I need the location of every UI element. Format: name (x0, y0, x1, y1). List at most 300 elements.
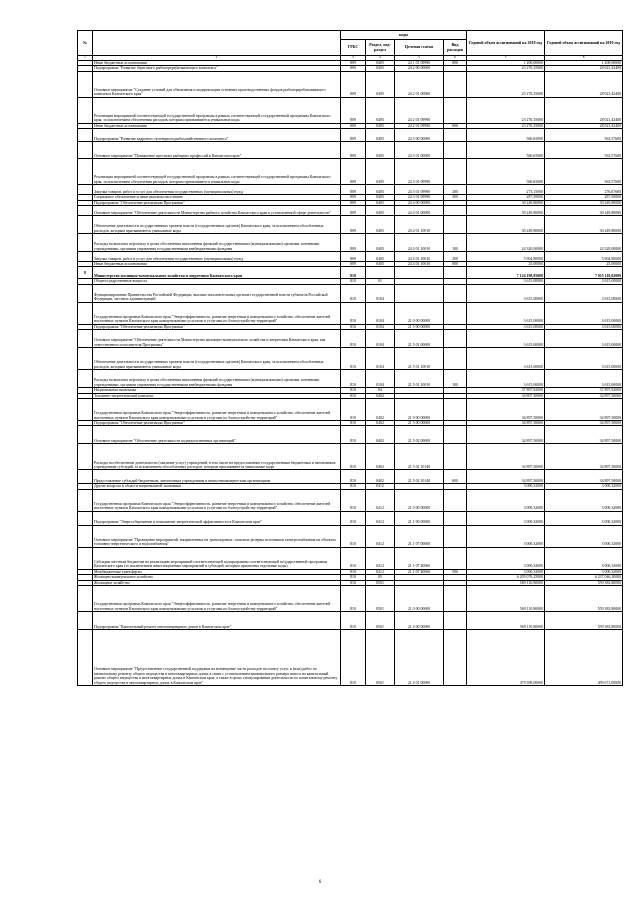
row-name: Общегосударственные вопросы (93, 279, 341, 284)
row-sum-2019: 28 021,42400 (545, 66, 623, 71)
row-razdel: 0104 (366, 284, 395, 302)
row-target-article: 21 0 00 00000 (395, 302, 444, 324)
row-target-article: 21 4 01 00000 (395, 630, 444, 686)
col-number: 5 (395, 56, 444, 61)
row-name: Субсидии местным бюджетам на реализацию мероприятий соответствующей подпрограммы соответствующей государственной программы Камчатского края (за исключением инвестиционных мероприятий и субсидий, которым присвоены отдельные коды) (93, 547, 341, 569)
row-expense-type: 200 (444, 185, 467, 195)
row-expense-type (444, 444, 467, 470)
row-name: Иные бюджетные ассигнования (93, 262, 341, 267)
row-razdel: 0405 (366, 97, 395, 123)
row-expense-type: 200 (444, 252, 467, 262)
row-expense-type (444, 525, 467, 547)
table-row (78, 284, 623, 302)
row-sum-2018: 34 897,50000 (467, 421, 545, 426)
row-target-article: 21 5 00 00000 (395, 324, 444, 329)
row-target-article: 21 5 01 10010 (395, 370, 444, 388)
row-target-article: 21 5 02 10140 (395, 444, 444, 470)
row-grbs: 810 (341, 370, 366, 388)
row-sum-2019: 3 000,32000 (545, 525, 623, 547)
row-grbs: 809 (341, 216, 366, 234)
row-sum-2018: 34 897,50000 (467, 444, 545, 470)
row-sum-2019: 3 615,00000 (545, 302, 623, 324)
row-target-article: 24 2 01 00000 (395, 71, 444, 97)
table-row (78, 370, 623, 388)
row-name: Государственная программа Камчатского края "Энергоэффективность, развитие энергетики и коммунального хозяйства, обеспечение жителей населенных пунктов Камчатского края коммунальными услугами и услугами по благоустройству территорий" (93, 489, 341, 511)
row-razdel: 05 (366, 575, 395, 580)
row-sum-2019: 24 320,00000 (545, 234, 623, 252)
row-sum-2018: 3 615,00000 (467, 370, 545, 388)
header-sum-2018: Годовой объем ассигнований на 2018 год (467, 31, 545, 56)
row-sum-2018: 1 200,00000 (467, 61, 545, 66)
table-row (78, 234, 623, 252)
col-number: 1 (78, 56, 93, 61)
row-grbs: 810 (341, 267, 366, 279)
row-grbs: 810 (341, 612, 366, 630)
row-sum-2018: 560,65000 (467, 159, 545, 185)
row-number (78, 284, 93, 302)
row-expense-type: 800 (444, 123, 467, 128)
row-name: Закупка товаров, работ и услуг для обеспечения государственных (муниципальных) нужд (93, 185, 341, 195)
row-razdel: 0405 (366, 142, 395, 159)
row-grbs: 810 (341, 586, 366, 612)
row-grbs: 810 (341, 302, 366, 324)
row-expense-type (444, 330, 467, 348)
row-number (78, 97, 93, 123)
row-name: Функционирование Правительства Российской Федерации, высших исполнительных органов государственной власти субъектов Российской Федерации, местных администраций (93, 284, 341, 302)
row-sum-2018: 3 615,00000 (467, 348, 545, 370)
row-sum-2019: 37 897,82000 (545, 388, 623, 393)
budget-table-sheet (77, 30, 622, 686)
row-name: Расходы на обеспечение деятельности (оказание услуг) учреждений, в том числе на предоставление государственным бюджетным и автономным учреждениям субсидий, за исключением обособленных расходов, которым присваиваются уникальные коды (93, 444, 341, 470)
row-name: Реализация мероприятий соответствующей государственной программы в рамках соответствующей государственной программы Камчатского края, за исключением обеспечения расходов, которым присваиваются уникальные коды (93, 97, 341, 123)
row-razdel: 0501 (366, 580, 395, 585)
row-sum-2019: 559 383,80000 (545, 580, 623, 585)
row-razdel: 0402 (366, 393, 395, 398)
row-name: Подпрограмма "Капитальный ремонт многоквартирных домов в Камчатском крае" (93, 612, 341, 630)
row-grbs: 810 (341, 330, 366, 348)
table-row (78, 129, 623, 142)
row-expense-type (444, 399, 467, 421)
row-sum-2018: 3 000,32000 (467, 484, 545, 489)
table-row (78, 302, 623, 324)
row-grbs: 810 (341, 399, 366, 421)
row-sum-2018: 273,15000 (467, 185, 545, 195)
row-number (78, 129, 93, 142)
row-grbs: 810 (341, 484, 366, 489)
row-sum-2018: 30 249,80000 (467, 206, 545, 216)
col-number: 2 (93, 56, 341, 61)
row-name: Основное мероприятие "Обеспечение деятельности подведомственных организаций" (93, 426, 341, 444)
row-expense-type (444, 302, 467, 324)
col-number: 6 (444, 56, 467, 61)
row-grbs: 809 (341, 142, 366, 159)
table-row (78, 489, 623, 511)
row-razdel: 0402 (366, 426, 395, 444)
row-target-article: 24 4 01 10010 (395, 252, 444, 262)
row-expense-type: 800 (444, 61, 467, 66)
row-expense-type (444, 511, 467, 525)
table-row (78, 330, 623, 348)
row-sum-2019: 287,50000 (545, 195, 623, 200)
row-sum-2018: 34 897,50000 (467, 399, 545, 421)
row-target-article: 24 4 01 10010 (395, 262, 444, 267)
row-grbs: 809 (341, 252, 366, 262)
table-row (78, 444, 623, 470)
row-razdel: 0412 (366, 484, 395, 489)
row-sum-2018: 34 897,50000 (467, 470, 545, 484)
table-row (78, 66, 623, 71)
row-sum-2019: 6 237 046,20000 (545, 575, 623, 580)
table-row (78, 195, 623, 200)
row-expense-type (444, 586, 467, 612)
row-name: Иные бюджетные ассигнования (93, 123, 341, 128)
row-grbs: 810 (341, 324, 366, 329)
table-row (78, 185, 623, 195)
row-grbs: 809 (341, 159, 366, 185)
row-razdel: 0501 (366, 630, 395, 686)
row-target-article (395, 284, 444, 302)
row-grbs: 809 (341, 61, 366, 66)
row-name: Подпрограмма "Развитие кадрового потенциала рыбохозяйственного комплекса" (93, 129, 341, 142)
row-name: Закупка товаров, работ и услуг для обеспечения государственных (муниципальных) нужд (93, 252, 341, 262)
row-grbs: 810 (341, 426, 366, 444)
row-razdel: 0405 (366, 216, 395, 234)
row-target-article: 21 5 01 00000 (395, 330, 444, 348)
row-razdel: 01 (366, 279, 395, 284)
row-expense-type: 100 (444, 370, 467, 388)
row-name: Расходы на выплаты персоналу в целях обеспечения выполнения функций государственными (муниципальными) органами, казенными учреждениями, органами управления государственными внебюджетными фондами (93, 370, 341, 388)
row-target-article: 24 2 01 09990 (395, 123, 444, 128)
row-target-article: 24 4 01 10010 (395, 234, 444, 252)
row-target-article: 24 4 01 00000 (395, 206, 444, 216)
row-number (78, 525, 93, 547)
row-number (78, 399, 93, 421)
row-sum-2019: 3 615,00000 (545, 324, 623, 329)
row-sum-2018: 34 897,50000 (467, 426, 545, 444)
row-target-article: 24 2 01 09990 (395, 97, 444, 123)
row-sum-2019: 28 021,42400 (545, 97, 623, 123)
row-grbs: 809 (341, 185, 366, 195)
row-grbs: 810 (341, 279, 366, 284)
table-row (78, 399, 623, 421)
row-razdel: 0104 (366, 324, 395, 329)
row-sum-2019: 34 897,50000 (545, 421, 623, 426)
row-grbs: 810 (341, 393, 366, 398)
row-sum-2018: 5 904,80000 (467, 252, 545, 262)
row-name: Государственная программа Камчатского края "Энергоэффективность, развитие энергетики и коммунального хозяйства, обеспечение жителей населенных пунктов Камчатского края коммунальными услугами и услугами по благоустройству территорий" (93, 586, 341, 612)
row-number (78, 444, 93, 470)
row-grbs: 809 (341, 234, 366, 252)
row-target-article: 21 5 01 10010 (395, 348, 444, 370)
row-sum-2018: 560,65000 (467, 142, 545, 159)
header-sum-2019: Годовой объем ассигнований на 2019 год (545, 31, 623, 56)
row-grbs: 809 (341, 195, 366, 200)
table-row (78, 71, 623, 97)
row-number (78, 586, 93, 612)
table-row (78, 252, 623, 262)
row-expense-type: 500 (444, 569, 467, 574)
row-expense-type (444, 216, 467, 234)
row-name: Основное мероприятие "Повышение престижа рыбацких профессий в Камчатском крае" (93, 142, 341, 159)
row-razdel: 0405 (366, 61, 395, 66)
row-target-article: 24 3 00 00000 (395, 129, 444, 142)
row-sum-2018: 37 897,82000 (467, 388, 545, 393)
row-target-article: 21 5 02 10140 (395, 470, 444, 484)
row-name: Жилищное хозяйство (93, 580, 341, 585)
header-razdel: Раздел, под-раздел (366, 40, 395, 56)
row-grbs: 810 (341, 388, 366, 393)
row-grbs: 810 (341, 569, 366, 574)
row-name: Другие вопросы в области национальной экономики (93, 484, 341, 489)
table-row (78, 630, 623, 686)
row-expense-type: 300 (444, 195, 467, 200)
row-sum-2019: 3 000,32000 (545, 489, 623, 511)
row-sum-2019: 276,07600 (545, 185, 623, 195)
row-sum-2019: 3 000,32000 (545, 569, 623, 574)
row-sum-2019: 3 615,00000 (545, 370, 623, 388)
row-grbs: 810 (341, 348, 366, 370)
row-target-article: 21 5 02 00000 (395, 426, 444, 444)
row-number (78, 470, 93, 484)
row-sum-2018: 30 249,80000 (467, 200, 545, 205)
table-row (78, 216, 623, 234)
row-sum-2018: 23 276,35000 (467, 123, 545, 128)
row-name: Основное мероприятие "Обеспечение деятельности Министерства жилищно-коммунального хозяйства и энергетики Камчатского края, как ответственного исполнителя Программы" (93, 330, 341, 348)
row-sum-2018: 3 000,32000 (467, 525, 545, 547)
row-sum-2018: 569 110,80000 (467, 612, 545, 630)
row-sum-2018: 479 398,00000 (467, 630, 545, 686)
row-name: Подпрограмма "Развитие берегового рыбоперерабатывающего комплекса" (93, 66, 341, 71)
row-number (78, 185, 93, 195)
row-grbs: 810 (341, 489, 366, 511)
row-razdel: 04 (366, 388, 395, 393)
row-sum-2019: 34 897,50000 (545, 470, 623, 484)
row-sum-2018: 3 000,32000 (467, 569, 545, 574)
row-razdel: 0402 (366, 470, 395, 484)
table-row (78, 426, 623, 444)
row-target-article: 21 0 00 00000 (395, 489, 444, 511)
row-sum-2019: 499 671,00000 (545, 630, 623, 686)
table-row (78, 348, 623, 370)
col-number: 4 (366, 56, 395, 61)
row-target-article: 24 4 00 00000 (395, 200, 444, 205)
row-grbs: 809 (341, 97, 366, 123)
row-sum-2018: 569 110,80000 (467, 586, 545, 612)
row-sum-2018: 3 615,00000 (467, 302, 545, 324)
row-grbs: 810 (341, 525, 366, 547)
row-number (78, 370, 93, 388)
row-grbs: 810 (341, 284, 366, 302)
row-sum-2018: 30 249,80000 (467, 216, 545, 234)
row-razdel: 0104 (366, 330, 395, 348)
row-razdel: 0405 (366, 206, 395, 216)
table-row (78, 470, 623, 484)
row-name: Основное мероприятие "Обеспечение деятельности Министерства рыбного хозяйства Камчатского края в установленной сфере деятельности" (93, 206, 341, 216)
row-number (78, 216, 93, 234)
row-sum-2019: 3 000,32000 (545, 547, 623, 569)
row-target-article: 24 1 01 09990 (395, 61, 444, 66)
row-number (78, 547, 93, 569)
row-sum-2019: 30 249,80000 (545, 216, 623, 234)
row-target-article: 21 4 00 00000 (395, 612, 444, 630)
row-sum-2019: 1 200,00000 (545, 61, 623, 66)
row-expense-type (444, 630, 467, 686)
row-razdel: 0402 (366, 444, 395, 470)
row-sum-2019: 559 383,80000 (545, 586, 623, 612)
row-expense-type: 100 (444, 234, 467, 252)
header-vr: Вид расходов (444, 40, 467, 56)
table-row (78, 525, 623, 547)
row-name: Подпрограмма "Обеспечение реализации Программы" (93, 324, 341, 329)
row-sum-2018: 560,65000 (467, 129, 545, 142)
row-grbs: 810 (341, 575, 366, 580)
row-number (78, 489, 93, 511)
row-name: Реализация мероприятий соответствующей государственной программы в рамках соответствующей государственной программы Камчатского края, за исключением обеспечения расходов, которым присваиваются уникальные коды (93, 159, 341, 185)
row-sum-2019: 5 904,80000 (545, 252, 623, 262)
row-expense-type (444, 206, 467, 216)
row-expense-type (444, 284, 467, 302)
row-sum-2019: 3 615,00000 (545, 330, 623, 348)
row-target-article: 21 1 07 00000 (395, 525, 444, 547)
row-expense-type: 600 (444, 470, 467, 484)
row-sum-2019: 563,57600 (545, 159, 623, 185)
row-number (78, 142, 93, 159)
row-name: Предоставление субсидий бюджетным, автономным учреждениям и иным некоммерческим организациям (93, 470, 341, 484)
row-name: Топливно-энергетический комплекс (93, 393, 341, 398)
row-expense-type (444, 129, 467, 142)
table-row (78, 511, 623, 525)
row-razdel: 0402 (366, 421, 395, 426)
col-number: 3 (341, 56, 366, 61)
row-expense-type (444, 612, 467, 630)
row-grbs: 809 (341, 66, 366, 71)
table-row (78, 206, 623, 216)
row-name: Основное мероприятие "Создание условий для обновления и модернизации основных производственных фондов рыбоперерабатывающего комплекса Камчатского края" (93, 71, 341, 97)
row-razdel (366, 267, 395, 279)
table-body (78, 61, 623, 686)
row-sum-2019: 28 021,42400 (545, 71, 623, 97)
table-row (78, 547, 623, 569)
row-sum-2018: 23 276,35000 (467, 97, 545, 123)
row-sum-2019: 28 021,42400 (545, 123, 623, 128)
row-razdel: 0104 (366, 302, 395, 324)
row-name: Подпрограмма "Энергосбережение и повышение энергетической эффективности в Камчатском крае" (93, 511, 341, 525)
row-name: Подпрограмма "Обеспечение реализации Программы" (93, 421, 341, 426)
row-expense-type (444, 159, 467, 185)
col-number: 8 (545, 56, 623, 61)
budget-table (77, 30, 623, 686)
row-sum-2018: 6 205 076,25000 (467, 575, 545, 580)
row-sum-2019: 3 000,32000 (545, 484, 623, 489)
row-number (78, 159, 93, 185)
row-razdel: 0412 (366, 525, 395, 547)
row-name: Обеспечение деятельности государственных органов власти (государственных органов) Камчатского края, за исключением обособленных расходов, которым присваиваются уникальные коды (93, 216, 341, 234)
row-sum-2018: 23 276,35000 (467, 71, 545, 97)
row-sum-2019: 25,00000 (545, 262, 623, 267)
row-razdel: 0405 (366, 66, 395, 71)
row-razdel: 0405 (366, 262, 395, 267)
table-row (78, 484, 623, 489)
row-razdel: 0104 (366, 370, 395, 388)
row-sum-2019: 34 897,50000 (545, 426, 623, 444)
row-name: Основное мероприятие "Проведение мероприятий, направленных на транспортные, запасные резервы источников электроснабжения на объектах топливно-энергетического и водоснабжения" (93, 525, 341, 547)
row-razdel: 0405 (366, 185, 395, 195)
row-razdel: 0412 (366, 511, 395, 525)
header-codes: коды (341, 31, 467, 40)
row-sum-2019: 34 897,50000 (545, 393, 623, 398)
row-name: Жилищно-коммунальное хозяйство (93, 575, 341, 580)
row-sum-2019: 30 249,80000 (545, 206, 623, 216)
row-number (78, 330, 93, 348)
row-razdel: 0405 (366, 234, 395, 252)
row-sum-2018: 3 615,00000 (467, 330, 545, 348)
page-number: 6 (318, 880, 322, 885)
row-sum-2019: 7 015 110,02000 (545, 267, 623, 279)
table-row (78, 142, 623, 159)
row-sum-2018: 569 110,80000 (467, 580, 545, 585)
row-expense-type (444, 71, 467, 97)
row-name: Межбюджетные трансферты (93, 569, 341, 574)
row-number (78, 426, 93, 444)
row-number (78, 612, 93, 630)
row-expense-type (444, 426, 467, 444)
row-number (78, 511, 93, 525)
row-grbs: 809 (341, 206, 366, 216)
row-sum-2019: 559 383,80000 (545, 612, 623, 630)
row-sum-2019: 34 897,50000 (545, 399, 623, 421)
row-sum-2018: 3 000,32000 (467, 547, 545, 569)
row-target-article (395, 267, 444, 279)
table-row (78, 586, 623, 612)
row-target-article: 24 3 01 00000 (395, 142, 444, 159)
row-sum-2019: 3 000,32000 (545, 511, 623, 525)
row-expense-type: 800 (444, 262, 467, 267)
row-number (78, 71, 93, 97)
row-target-article: 21 0 00 00000 (395, 399, 444, 421)
row-number (78, 630, 93, 686)
table-row (78, 267, 623, 279)
row-razdel: 0412 (366, 569, 395, 574)
row-name: Иные бюджетные ассигнования (93, 61, 341, 66)
table-row (78, 97, 623, 123)
row-target-article: 21 1 07 40060 (395, 547, 444, 569)
row-number (78, 206, 93, 216)
row-sum-2019: 30 249,80000 (545, 200, 623, 205)
header-num: № (78, 31, 93, 56)
row-sum-2018: 3 615,00000 (467, 324, 545, 329)
header-grbs: ГРБС (341, 40, 366, 56)
row-razdel: 0405 (366, 123, 395, 128)
row-razdel: 0405 (366, 195, 395, 200)
row-sum-2019: 3 615,00000 (545, 284, 623, 302)
row-sum-2018: 3 000,32000 (467, 511, 545, 525)
row-grbs: 810 (341, 444, 366, 470)
row-grbs: 810 (341, 580, 366, 585)
row-number (78, 348, 93, 370)
row-name: Национальная экономика (93, 388, 341, 393)
row-grbs: 810 (341, 511, 366, 525)
row-name: Государственная программа Камчатского края "Энергоэффективность, развитие энергетики и коммунального хозяйства, обеспечение жителей населенных пунктов Камчатского края коммунальными услугами и услугами по благоустройству территорий" (93, 302, 341, 324)
table-row (78, 612, 623, 630)
row-expense-type (444, 142, 467, 159)
row-sum-2018: 3 000,32000 (467, 489, 545, 511)
row-razdel: 0412 (366, 489, 395, 511)
row-target-article: 24 4 01 10010 (395, 216, 444, 234)
table-row (78, 324, 623, 329)
row-grbs: 810 (341, 470, 366, 484)
row-sum-2018: 3 615,00000 (467, 279, 545, 284)
row-grbs: 810 (341, 547, 366, 569)
